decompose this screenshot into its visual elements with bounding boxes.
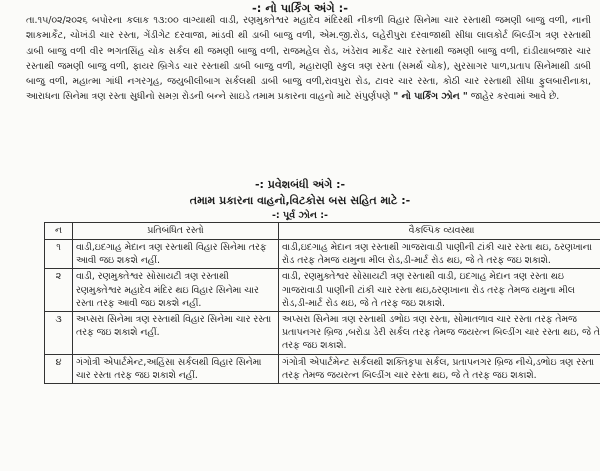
no-parking-zone-highlight: " નો પાર્કિંગ ઝોન " — [393, 91, 468, 103]
row-restricted: વાડી, રણમુક્તેશ્વર સોસાયટી ત્રણ રસ્તાથી રણમુક્તેશ્વર મહાદેવ મંદિર થઇ વિહાર સિનેમા ચાર રસ્તા તરફ આવી જઇ શકશે નહીં. — [73, 269, 279, 312]
row-alternative: વાડી, રણમુક્તેશ્વર સોસાયટી ત્રણ રસ્તાથી વાડી, ઇદગાહ મેદાન ત્રણ રસ્તા થઇ ગાજરાવાડી પાણીની ટાંકી ચાર રસ્તા થઇ,ઠરણખાના રોડ તરફ તેમજ યમુના મીલ રોડ,ડી-માર્ટ રોડ થઇ, જે તે તરફ જઇ શકાશે. — [279, 269, 600, 312]
table-row — [45, 354, 600, 383]
table-row — [45, 269, 600, 312]
table-row — [45, 240, 600, 269]
row-restricted: વાડી,ઇદગાહ મેદાન ત્રણ રસ્તાથી વિહાર સિનેમા તરફ આવી જઇ શકશે નહીં. — [73, 240, 279, 269]
header-alternative: વૈકલ્પિક વ્યવસ્થા — [279, 223, 600, 240]
header-number: ન — [45, 223, 73, 240]
vehicles-heading: તમામ પ્રકારના વાહનો,વિટકોસ બસ સહિત માટે :- — [189, 194, 411, 207]
paragraph-text: તા.૧૫/૦૨/૨૦૨૬ બપોરના કલાક ૧૩:૦૦ વાગ્યાથી વાડી, રણમુક્તેશ્વર મહાદેવ મંદિરથી નીકળી વિહાર સિનેમા ચાર રસ્તાથી જમણી બાજુ વળી, નાની શાકમાર્કેટ, ચોખંડી ચાર રસ્તા, ગેંડીગેટ દરવાજા, માંડવી થી ડાબી બાજુ વળી, એમ.જી.રોડ, લહેરીપુરા દરવાજાથી સીધા લાલકોર્ટ બિલ્ડીંગ ત્રણ રસ્તાથી ડાબી બાજુ વળી વીર ભગતસિંહ ચોક સર્કલ થી જમણી બાજુ વળી, રાજમહેલ રોડ, ખંડેરાવ માર્કેટ ચાર રસ્તાથી જમણી બાજુ વળી, દાંડીયાબજાર ચાર રસ્તાથી જમણી બાજુ વળી, ફાયર બ્રિગેડ ચાર રસ્તાથી ડાબી બાજુ વળી, મહારાણી સ્કુલ ત્રણ રસ્તા (સમર્થ ચોક), સુરસાગર પાળ,પ્રતાપ સિનેમાથી ડાબી બાજુ વળી, મહાત્મા ગાંધી નગરગૃહ, જયુબીલીબાગ સર્કલથી ડાબી બાજુ વળી,રાવપુરા રોડ, ટાવર ચાર રસ્તા, કોઠી ચાર રસ્તાથી સીધા ફુલબારીનાકા, આરાધના સિનેમા ત્રણ રસ્તા સુધીનો સમગ્ર રોડની બન્ને સાઇડે તમામ પ્રકારના વાહનો માટે સંપુર્ણપણે — [26, 15, 591, 103]
table-row — [45, 312, 600, 355]
no-parking-paragraph — [26, 13, 591, 105]
row-number: ૨ — [45, 269, 73, 312]
row-restricted: અપ્સરા સિનેમા ત્રણ રસ્તાથી વિહાર સિનેમા ચાર રસ્તા તરફ જઇ શકાશે નહીં. — [73, 312, 279, 355]
row-restricted: ગંગોત્રી એપાર્ટમેન્ટ,અહિંસા સર્કલથી વિહાર સિનેમા ચાર રસ્તા તરફ જઇ શકાશે નહીં. — [73, 354, 279, 383]
row-number: ૧ — [45, 240, 73, 269]
paragraph-end: જાહેર કરવામાં આવે છે. — [470, 91, 560, 103]
row-alternative: વાડી,ઇદગાહ મેદાન ત્રણ રસ્તાથી ગાજરાવાડી પાણીની ટાંકી ચાર રસ્તા થઇ, ઠરણખાના રોડ તરફ તેમજ યમુના મીલ રોડ,ડી-માર્ટ રોડ થઇ, જે તે તરફ જઇ શકાશે. — [279, 240, 600, 269]
table-header-row — [45, 223, 600, 240]
row-number: ૩ — [45, 312, 73, 355]
header-restricted-road: પ્રતિબંધિત રસ્તો — [73, 223, 279, 240]
no-parking-heading: -: નો પાર્કિંગ અંગે :- — [251, 1, 349, 15]
row-number: ૪ — [45, 354, 73, 383]
east-zone-heading: -: પૂર્વ ઝોન :- — [271, 210, 328, 221]
row-alternative: અપ્સરા સિનેમા ત્રણ રસ્તાથી ડભોઇ ત્રણ રસ્તા, સોમાતળાવ ચાર રસ્તા તરફ તેમજ પ્રતાપનગર બ્રિજ ,બરોડા ડેરી સર્કલ તરફ તેમજ જયરત્ન બિલ્ડીંગ ચાર રસ્તા થઇ, જે તે તરફ જઇ શકાશે. — [279, 312, 600, 355]
entry-ban-heading: -: પ્રવેશબંધી અંગે :- — [254, 178, 346, 191]
row-alternative: ગંગોત્રી એપાર્ટમેન્ટ સર્કલથી શક્તિકૃપા સર્કલ, પ્રતાપનગર બ્રિજ નીચે,ડભોઇ ત્રણ રસ્તા તરફ તેમજ જયરત્ન બિલ્ડીંગ ચાર રસ્તા થઇ, જે તે તરફ જઇ શકાશે. — [279, 354, 600, 383]
restriction-table — [44, 222, 600, 384]
